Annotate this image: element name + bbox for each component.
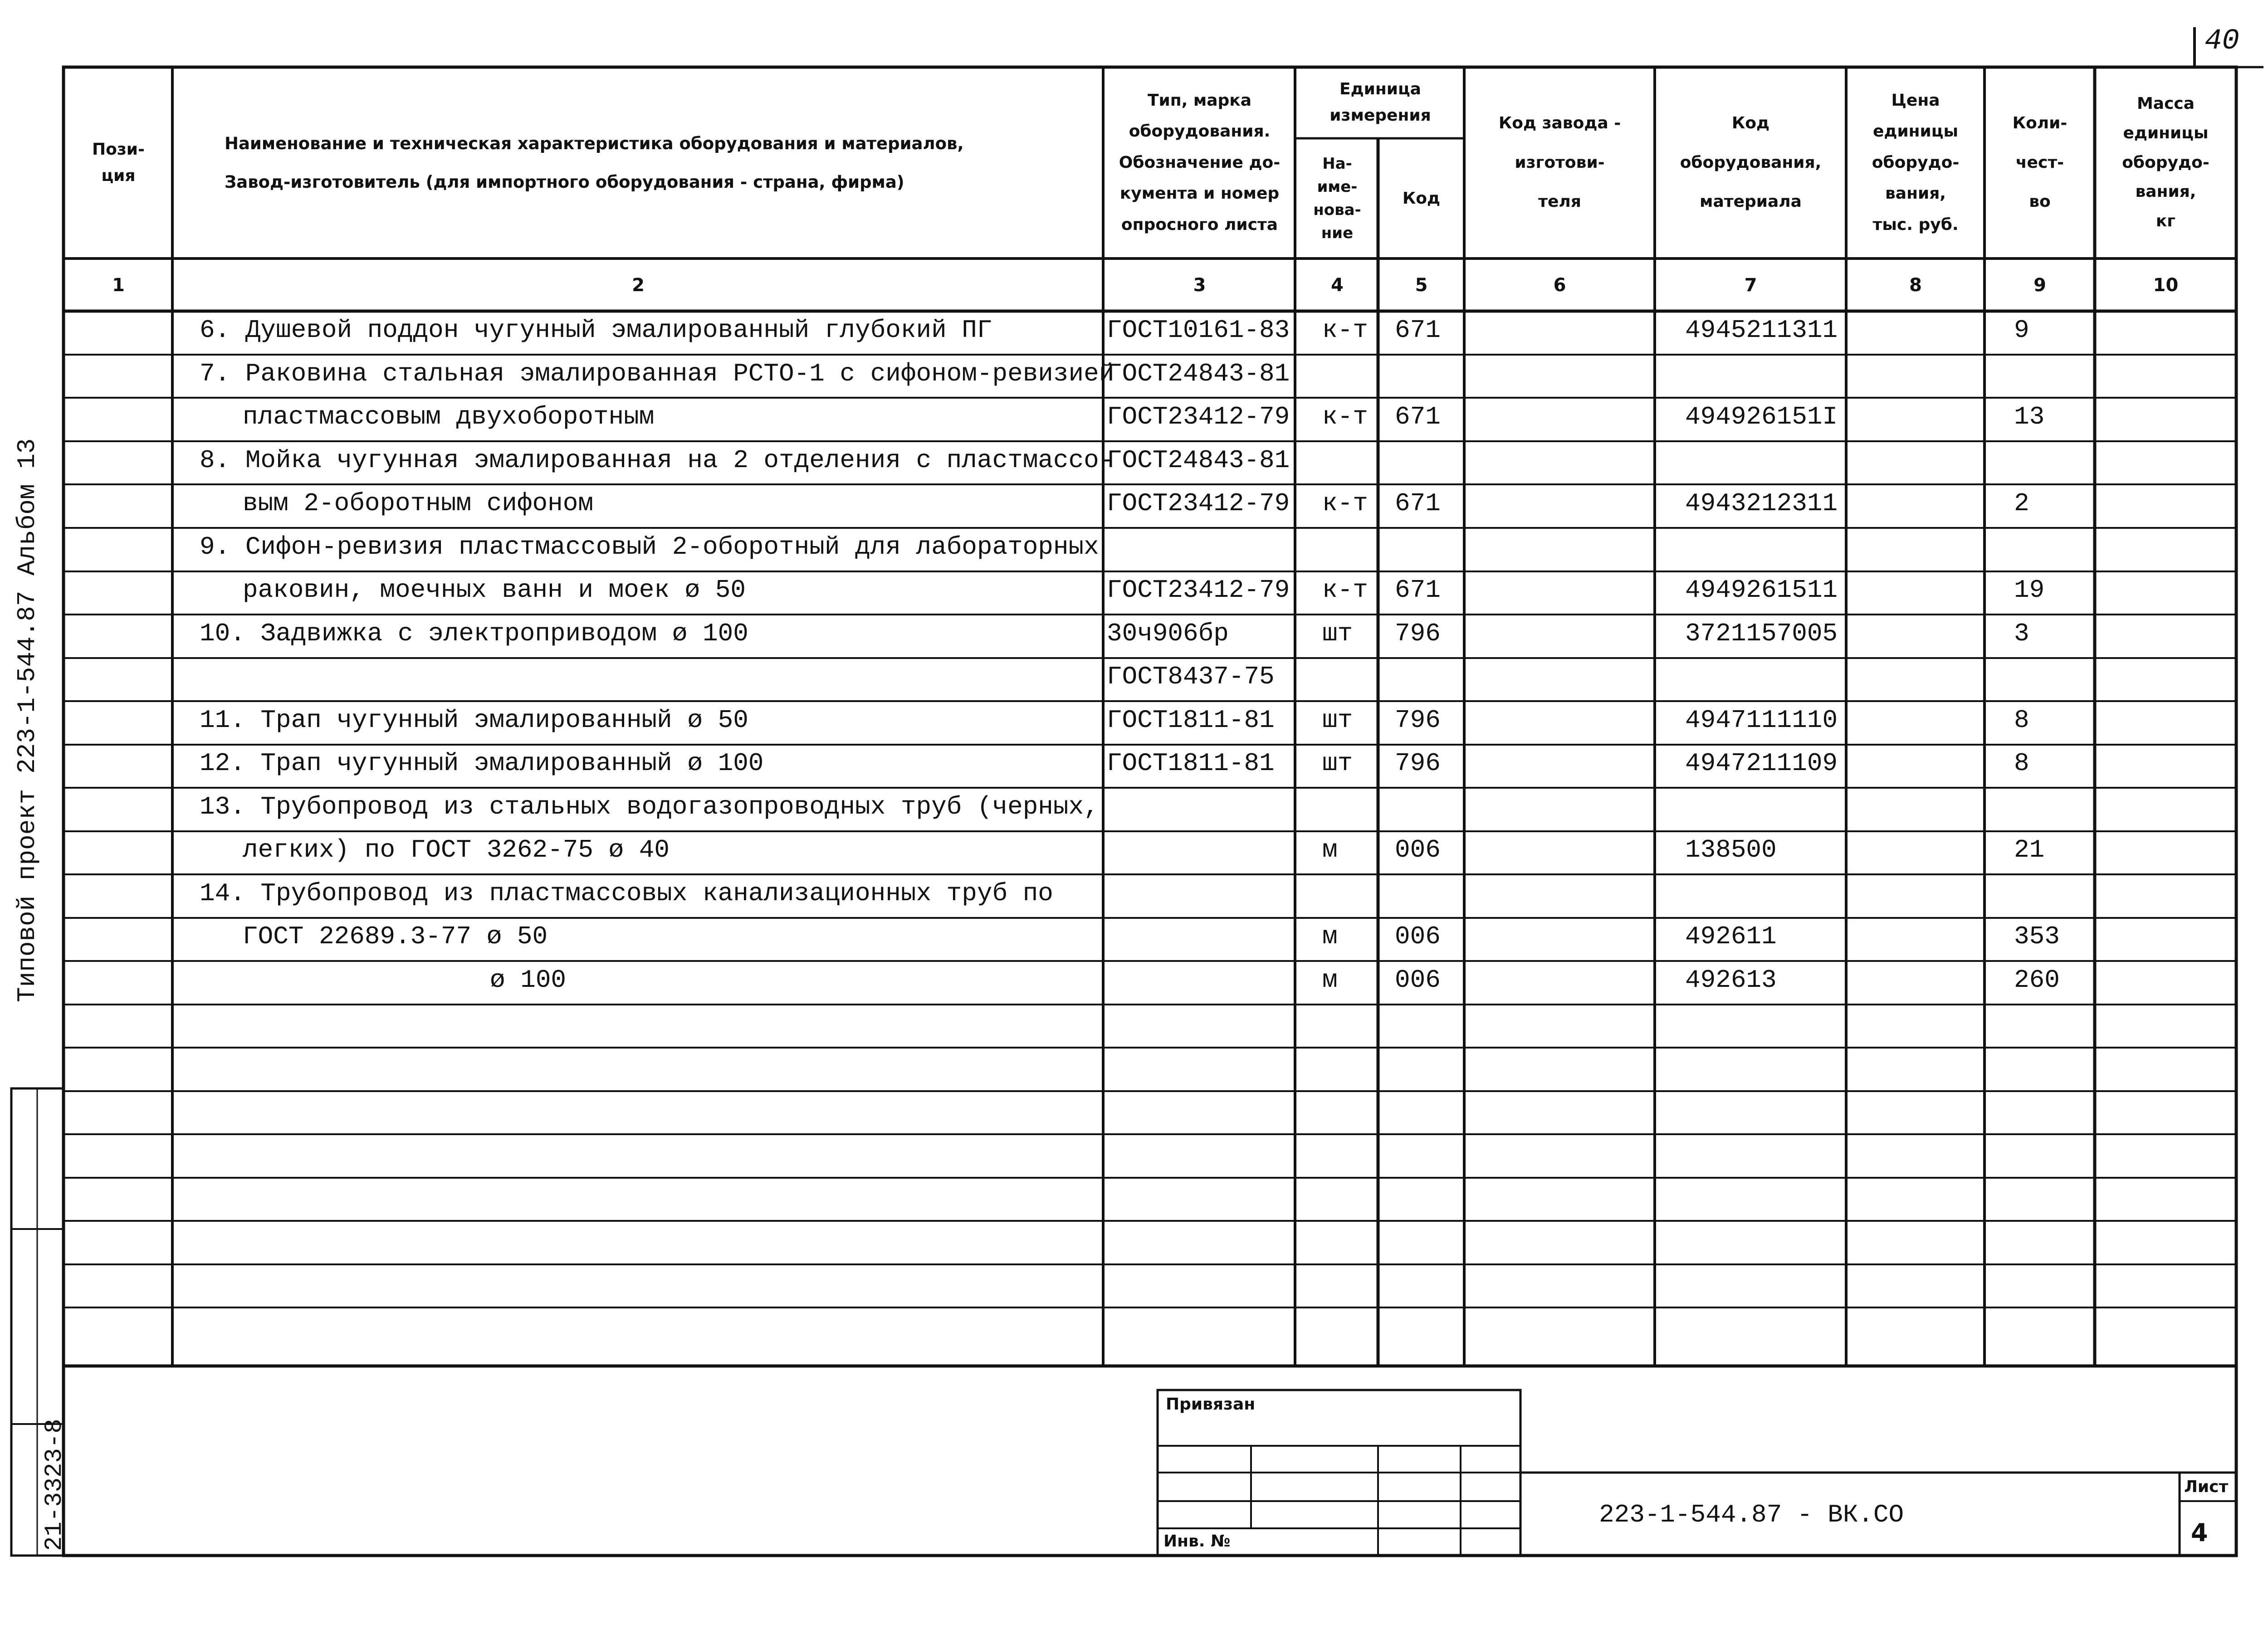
item-name: 6. Душевой поддон чугунный эмалированный глубокий ПГ — [200, 316, 992, 345]
margin-inv-number: 21-3323-8 — [41, 1419, 68, 1551]
item-doc: ГОСТ23412-79 — [1107, 576, 1290, 605]
item-code: 4943212311 — [1685, 489, 1838, 518]
document-code: 223-1-544.87 - ВК.СО — [1599, 1500, 1904, 1529]
sheet-label: Лист — [2184, 1478, 2229, 1496]
header-position: Пози- ция — [92, 140, 145, 185]
item-doc: ГОСТ24843-81 — [1107, 359, 1290, 388]
item-name: вым 2-оборотным сифоном — [243, 489, 593, 518]
header-unit-group: Единица измерения — [1330, 80, 1431, 125]
item-unit-code: 006 — [1395, 835, 1441, 864]
item-name: ГОСТ 22689.3-77 ø 50 — [243, 922, 548, 951]
item-name: 13. Трубопровод из стальных водогазопроводных труб (черных, — [200, 792, 1099, 821]
item-doc: ГОСТ24843-81 — [1107, 445, 1290, 475]
col-num-2: 2 — [632, 275, 645, 296]
item-unit: к-т — [1322, 402, 1368, 431]
header-type: Тип, марка оборудования. Обозначение до- кумента и номер опросного листа — [1119, 91, 1281, 234]
item-name: раковин, моечных ванн и моек ø 50 — [243, 576, 746, 605]
item-qty: 260 — [2014, 965, 2060, 995]
header-name: Наименование и техническая характеристика оборудования и материалов, Завод-изготовитель (для импортного оборудования - страна, фирма) — [225, 133, 964, 192]
item-name: 10. Задвижка с электроприводом ø 100 — [200, 619, 748, 648]
item-doc: ГОСТ10161-83 — [1107, 316, 1290, 345]
margin-project-label: Типовой проект 223-1-544.87 Альбом 13 — [13, 438, 42, 1002]
item-unit: к-т — [1322, 576, 1368, 605]
item-qty: 2 — [2014, 489, 2029, 518]
header-mass: Масса единицы оборудо- вания, кг — [2122, 94, 2209, 231]
item-code: 4947211109 — [1685, 749, 1838, 778]
inv-label: Инв. № — [1163, 1532, 1231, 1551]
header-unit-code: Код — [1402, 189, 1441, 208]
item-unit: м — [1322, 922, 1338, 951]
col-num-3: 3 — [1193, 275, 1206, 296]
item-name: 12. Трап чугунный эмалированный ø 100 — [200, 749, 764, 778]
header-quantity: Коли- чест- во — [2012, 114, 2068, 211]
item-doc: 30ч906бр — [1107, 619, 1229, 648]
header-item-code: Код оборудования, материала — [1680, 114, 1822, 211]
col-num-8: 8 — [1909, 275, 1922, 296]
item-unit: м — [1322, 965, 1338, 995]
item-code: 492611 — [1685, 922, 1777, 951]
header-maker-code: Код завода - изготови- теля — [1498, 114, 1621, 211]
item-unit-code: 671 — [1395, 402, 1441, 431]
col-num-6: 6 — [1553, 275, 1566, 296]
item-unit: шт — [1322, 619, 1353, 648]
col-num-9: 9 — [2033, 275, 2046, 296]
item-code: 4949261511 — [1685, 576, 1838, 605]
item-unit: шт — [1322, 705, 1353, 735]
item-unit: к-т — [1322, 316, 1368, 345]
item-name: 14. Трубопровод из пластмассовых канализационных труб по — [200, 878, 1053, 908]
sheet-corner-number: 40 — [2204, 25, 2239, 58]
item-name: легких) по ГОСТ 3262-75 ø 40 — [243, 835, 670, 864]
item-code: 3721157005 — [1685, 619, 1838, 648]
item-name: 11. Трап чугунный эмалированный ø 50 — [200, 705, 748, 735]
item-unit: к-т — [1322, 489, 1368, 518]
item-code: 4947111110 — [1685, 705, 1838, 735]
item-qty: 9 — [2014, 316, 2029, 345]
item-qty: 3 — [2014, 619, 2029, 648]
privyazan-label: Привязан — [1166, 1395, 1256, 1414]
item-doc: ГОСТ8437-75 — [1107, 662, 1275, 691]
col-num-10: 10 — [2153, 275, 2179, 296]
col-num-4: 4 — [1331, 275, 1344, 296]
item-name: 9. Сифон-ревизия пластмассовый 2-оборотный для лабораторных — [200, 532, 1099, 561]
item-unit-code: 006 — [1395, 965, 1441, 995]
item-name: 8. Мойка чугунная эмалированная на 2 отделения с пластмассо- — [200, 445, 1114, 475]
item-qty: 8 — [2014, 705, 2029, 735]
item-qty: 19 — [2014, 576, 2045, 605]
item-unit-code: 796 — [1395, 705, 1441, 735]
item-name: пластмассовым двухоборотным — [243, 402, 655, 431]
item-unit-code: 671 — [1395, 316, 1441, 345]
item-code: 494926151I — [1685, 402, 1838, 431]
sheet-number: 4 — [2191, 1518, 2208, 1547]
item-name: ø 100 — [490, 965, 567, 995]
header-price: Цена единицы оборудо- вания, тыс. руб. — [1872, 91, 1960, 234]
item-unit-code: 796 — [1395, 749, 1441, 778]
item-doc: ГОСТ1811-81 — [1107, 749, 1275, 778]
item-code: 4945211311 — [1685, 316, 1838, 345]
item-qty: 21 — [2014, 835, 2045, 864]
item-unit-code: 671 — [1395, 489, 1441, 518]
item-unit-code: 671 — [1395, 576, 1441, 605]
item-code: 492613 — [1685, 965, 1777, 995]
item-unit: м — [1322, 835, 1338, 864]
col-num-5: 5 — [1415, 275, 1428, 296]
item-doc: ГОСТ1811-81 — [1107, 705, 1275, 735]
item-code: 138500 — [1685, 835, 1777, 864]
item-unit-code: 006 — [1395, 922, 1441, 951]
item-name: 7. Раковина стальная эмалированная РСТО-1 с сифоном-ревизией — [200, 359, 1114, 388]
item-qty: 13 — [2014, 402, 2045, 431]
item-unit: шт — [1322, 749, 1353, 778]
item-unit-code: 796 — [1395, 619, 1441, 648]
item-doc: ГОСТ23412-79 — [1107, 489, 1290, 518]
item-doc: ГОСТ23412-79 — [1107, 402, 1290, 431]
item-qty: 8 — [2014, 749, 2029, 778]
header-unit-name: На- име- нова- ние — [1313, 155, 1361, 242]
col-num-1: 1 — [112, 275, 125, 296]
item-qty: 353 — [2014, 922, 2060, 951]
col-num-7: 7 — [1744, 275, 1757, 296]
